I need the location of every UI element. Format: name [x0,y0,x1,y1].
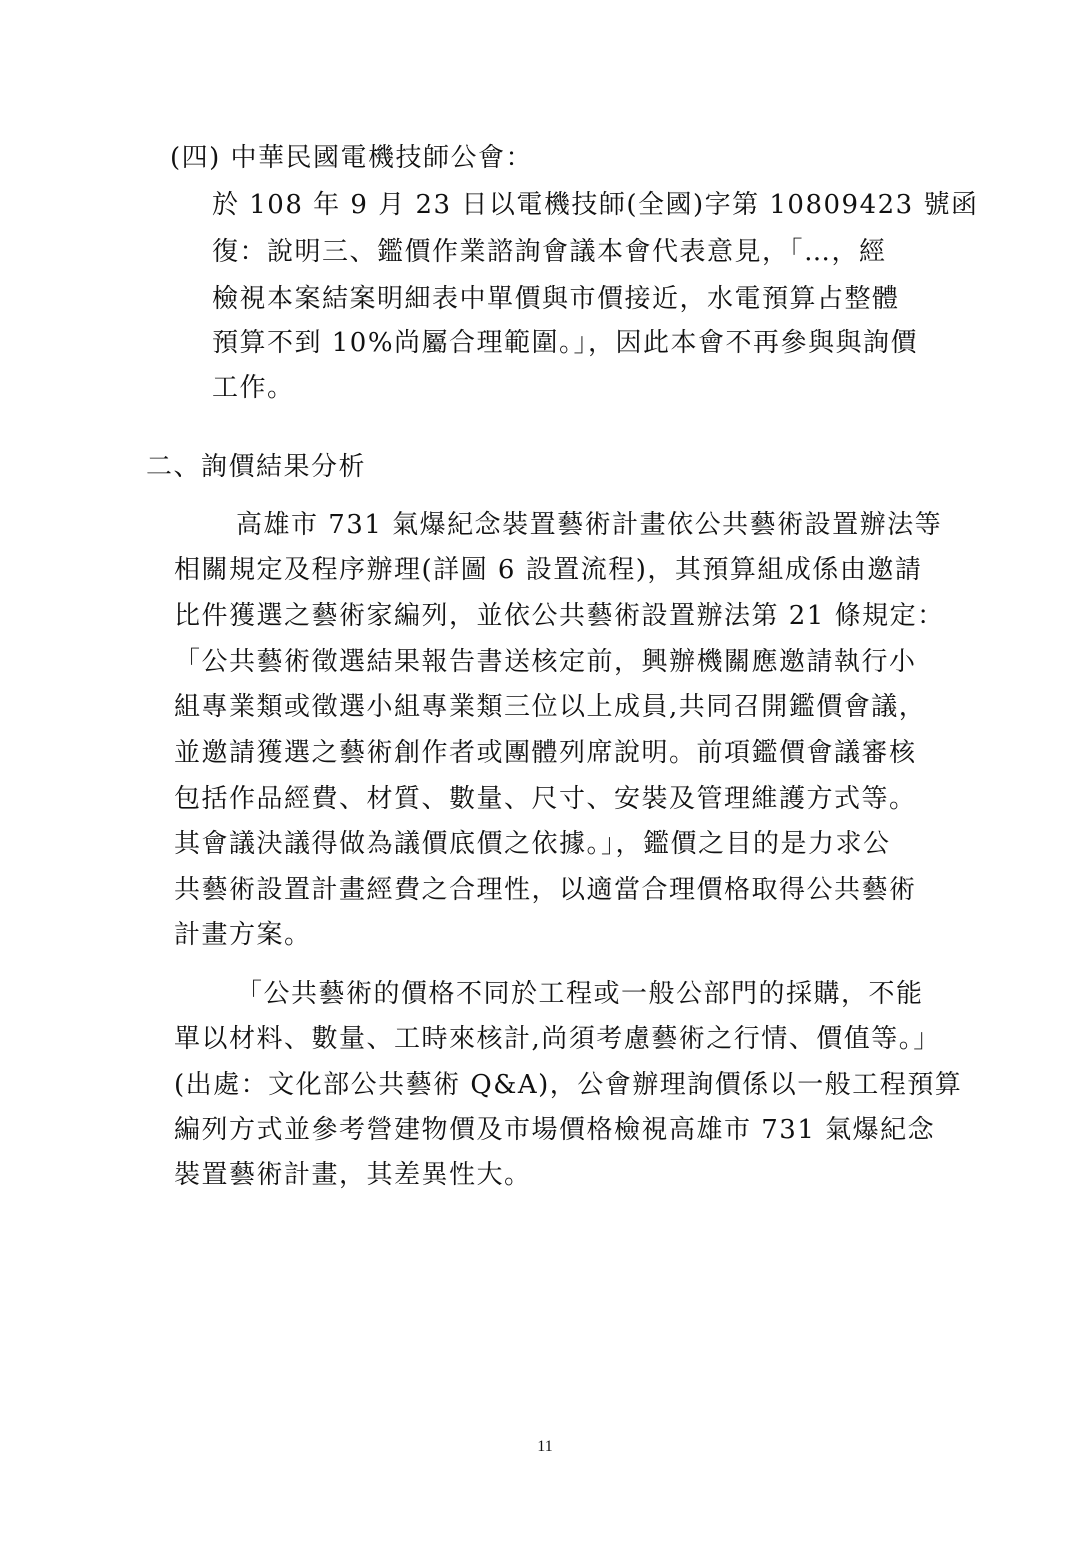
paragraph-line: 高雄市 731 氣爆紀念裝置藝術計畫依公共藝術設置辦法等 [236,510,943,540]
paragraph-line: 組專業類或徵選小組專業類三位以上成員,共同召開鑑價會議， [174,692,927,722]
paragraph-line: 裝置藝術計畫，其差異性大。 [174,1160,532,1190]
subsection-heading: (四) 中華民國電機技師公會： [170,143,534,173]
paragraph-line: 比件獲選之藝術家編列，並依公共藝術設置辦法第 21 條規定： [174,601,945,631]
paragraph-line: (出處：文化部公共藝術 Q&A)，公會辦理詢價係以一般工程預算 [174,1070,963,1100]
subsection-line: 於 108 年 9 月 23 日以電機技師(全國)字第 10809423 號函 [212,190,979,220]
paragraph-line: 相關規定及程序辦理(詳圖 6 設置流程)，其預算組成係由邀請 [174,555,923,585]
section-heading: 二、詢價結果分析 [146,452,367,482]
subsection-line: 預算不到 10%尚屬合理範圍。」，因此本會不再參與與詢價 [212,328,919,358]
subsection-line: 復：說明三、鑑價作業諮詢會議本會代表意見，「…，經 [212,237,887,267]
paragraph-line: 編列方式並參考營建物價及市場價格檢視高雄市 731 氣爆紀念 [174,1115,936,1145]
paragraph-line: 「公共藝術的價格不同於工程或一般公部門的採購，不能 [236,979,924,1009]
subsection-line: 檢視本案結案明細表中單價與市價接近，水電預算占整體 [212,284,900,314]
paragraph-line: 「公共藝術徵選結果報告書送核定前，興辦機關應邀請執行小 [174,647,917,677]
paragraph-line: 包括作品經費、材質、數量、尺寸、安裝及管理維護方式等。 [174,784,917,814]
paragraph-line: 單以材料、數量、工時來核計,尚須考慮藝術之行情、價值等。」 [174,1024,941,1054]
paragraph-line: 計畫方案。 [174,920,312,950]
subsection-line: 工作。 [212,373,295,403]
paragraph-line: 其會議決議得做為議價底價之依據。」，鑑價之目的是力求公 [174,829,891,859]
paragraph-line: 並邀請獲選之藝術創作者或團體列席說明。前項鑑價會議審核 [174,738,917,768]
page-number: 11 [537,1438,553,1455]
paragraph-line: 共藝術設置計畫經費之合理性，以適當合理價格取得公共藝術 [174,875,917,905]
